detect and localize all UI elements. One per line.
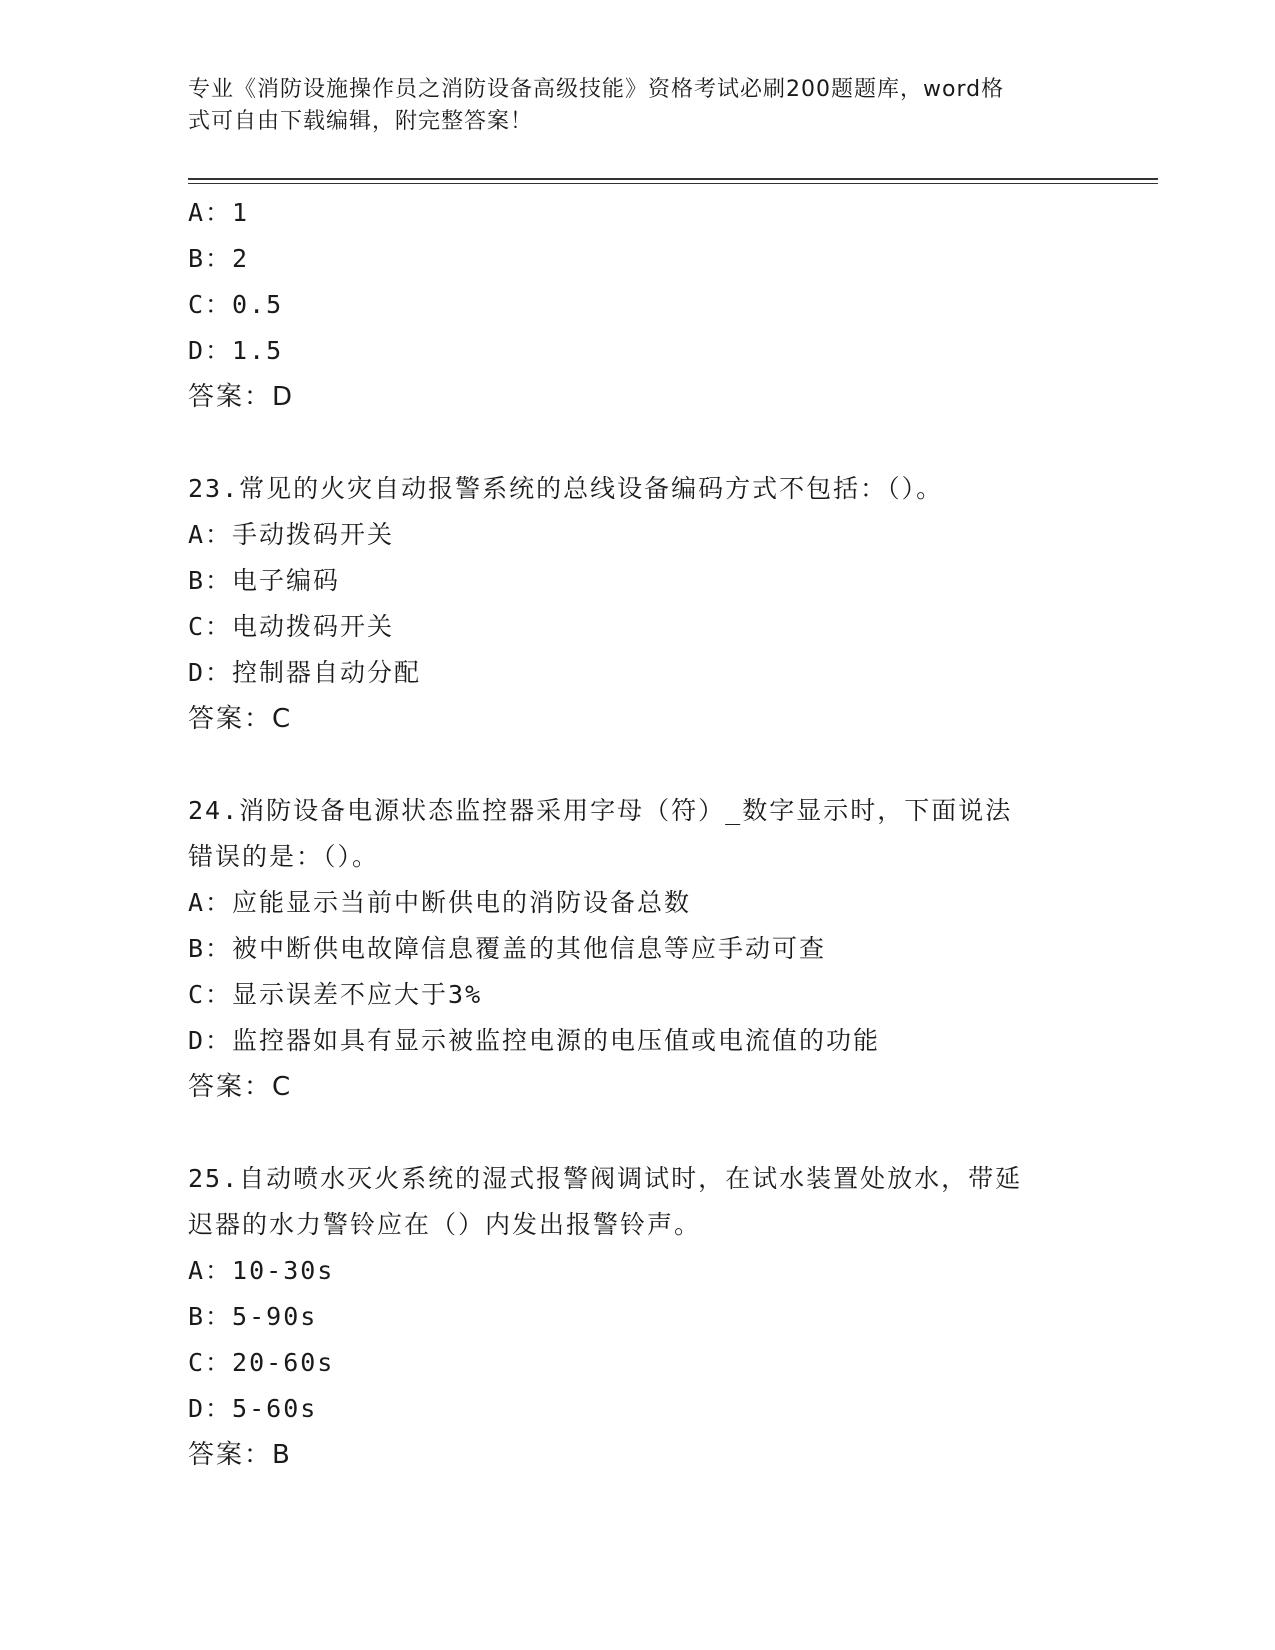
option-d: D：控制器自动分配 <box>188 658 422 687</box>
question-spacer <box>188 420 1088 466</box>
question-text-line-2: 迟器的水力警铃应在（）内发出报警铃声。 <box>188 1210 702 1239</box>
question-spacer <box>188 1110 1088 1156</box>
document-header <box>188 74 1068 138</box>
option-b: B：2 <box>188 244 250 273</box>
header-line-1: 专业《消防设施操作员之消防设备高级技能》资格考试必刷200题题库，word格 <box>188 77 1005 102</box>
option-b: B：5-90s <box>188 1302 318 1331</box>
question-text-line-2: 错误的是：（）。 <box>188 842 380 871</box>
option-c: C：显示误差不应大于3% <box>188 980 483 1009</box>
option-d: D：1.5 <box>188 336 284 365</box>
header-divider-thin <box>188 183 1158 184</box>
question-text-line-1: 25.自动喷水灭火系统的湿式报警阀调试时，在试水装置处放水，带延 <box>188 1164 1023 1193</box>
option-c: C：20-60s <box>188 1348 335 1377</box>
answer-line: 答案：B <box>188 1440 292 1470</box>
answer-line: 答案：D <box>188 382 295 412</box>
question-25 <box>188 1156 1088 1478</box>
option-b: B：电子编码 <box>188 566 341 595</box>
answer-line: 答案：C <box>188 704 293 734</box>
question-spacer <box>188 742 1088 788</box>
option-a: A：应能显示当前中断供电的消防设备总数 <box>188 888 692 917</box>
question-text: 23.常见的火灾自动报警系统的总线设备编码方式不包括：（）。 <box>188 474 944 503</box>
question-22 <box>188 190 1088 420</box>
option-a: A：10-30s <box>188 1256 335 1285</box>
question-list <box>188 190 1088 1478</box>
question-text-line-1: 24.消防设备电源状态监控器采用字母（符）_数字显示时，下面说法 <box>188 796 1013 825</box>
header-line-2: 式可自由下载编辑，附完整答案！ <box>188 109 534 134</box>
option-a: A：手动拨码开关 <box>188 520 395 549</box>
header-divider-thick <box>188 178 1158 180</box>
question-24 <box>188 788 1088 1110</box>
question-23 <box>188 466 1088 742</box>
option-c: C：0.5 <box>188 290 284 319</box>
option-a: A：1 <box>188 198 250 227</box>
option-d: D：5-60s <box>188 1394 318 1423</box>
option-c: C：电动拨码开关 <box>188 612 395 641</box>
option-b: B：被中断供电故障信息覆盖的其他信息等应手动可查 <box>188 934 827 963</box>
answer-line: 答案：C <box>188 1072 293 1102</box>
option-d: D：监控器如具有显示被监控电源的电压值或电流值的功能 <box>188 1026 881 1055</box>
